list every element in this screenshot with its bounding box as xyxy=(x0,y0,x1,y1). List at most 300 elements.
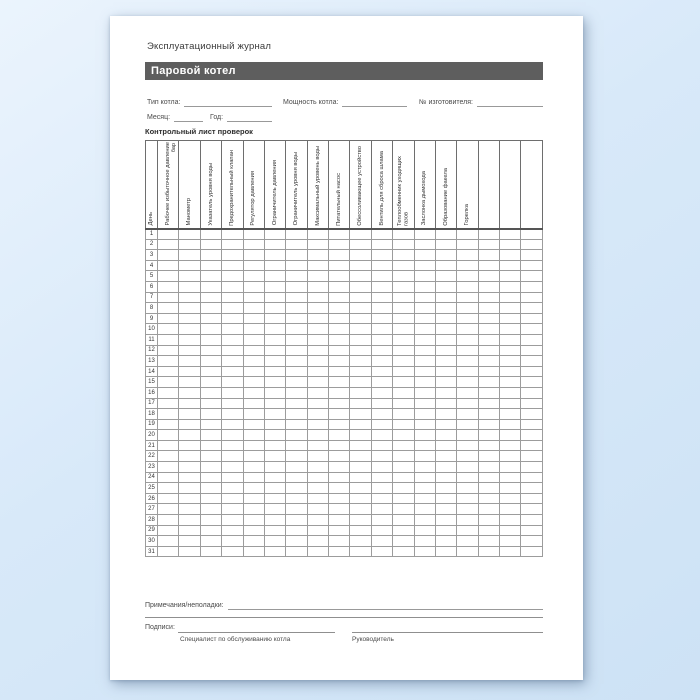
day-number: 6 xyxy=(146,281,158,292)
check-cell xyxy=(329,387,350,398)
column-header-11: Вентиль для сброса шлама xyxy=(371,141,392,229)
check-cell xyxy=(158,239,179,250)
check-cell xyxy=(350,260,371,271)
check-cell xyxy=(393,409,414,420)
check-cell xyxy=(286,536,307,547)
check-cell xyxy=(307,525,328,536)
check-cell xyxy=(371,440,392,451)
empty-column-header xyxy=(521,141,543,229)
check-cell xyxy=(243,546,264,557)
check-cell xyxy=(393,271,414,282)
check-cell xyxy=(286,292,307,303)
check-cell xyxy=(521,387,543,398)
day-row-15 xyxy=(146,377,543,388)
check-cell xyxy=(200,515,221,526)
check-cell xyxy=(350,366,371,377)
check-cell xyxy=(435,377,456,388)
check-cell xyxy=(243,504,264,515)
check-cell xyxy=(457,451,478,462)
check-cell xyxy=(350,292,371,303)
check-cell xyxy=(521,292,543,303)
check-cell xyxy=(457,250,478,261)
check-cell xyxy=(350,546,371,557)
check-cell xyxy=(371,313,392,324)
column-header-6: Ограничитель давления xyxy=(264,141,285,229)
check-cell xyxy=(350,271,371,282)
check-cell xyxy=(478,515,499,526)
check-cell xyxy=(329,313,350,324)
check-cell xyxy=(243,313,264,324)
check-cell xyxy=(478,536,499,547)
check-cell xyxy=(478,409,499,420)
check-cell xyxy=(179,398,200,409)
column-header-12: Теплообменник уходящих газов xyxy=(393,141,414,229)
check-cell xyxy=(371,377,392,388)
check-cell xyxy=(371,546,392,557)
check-cell xyxy=(307,536,328,547)
check-cell xyxy=(521,229,543,240)
check-cell xyxy=(307,493,328,504)
check-cell xyxy=(371,345,392,356)
check-cell xyxy=(286,260,307,271)
check-cell xyxy=(478,462,499,473)
check-cell xyxy=(350,504,371,515)
check-cell xyxy=(371,292,392,303)
check-cell xyxy=(329,345,350,356)
year-blank-line xyxy=(227,109,272,122)
check-cell xyxy=(521,281,543,292)
check-cell xyxy=(222,462,243,473)
check-cell xyxy=(393,440,414,451)
column-header-3: Указатель уровня воды xyxy=(200,141,221,229)
day-row-9 xyxy=(146,313,543,324)
check-cell xyxy=(222,303,243,314)
check-cell xyxy=(500,398,521,409)
check-cell xyxy=(264,546,285,557)
check-cell xyxy=(222,345,243,356)
check-cell xyxy=(393,281,414,292)
check-cell xyxy=(307,546,328,557)
check-cell xyxy=(350,440,371,451)
check-cell xyxy=(222,430,243,441)
check-cell xyxy=(179,525,200,536)
day-row-21 xyxy=(146,440,543,451)
check-cell xyxy=(264,324,285,335)
check-cell xyxy=(158,356,179,367)
check-cell xyxy=(457,430,478,441)
check-cell xyxy=(286,250,307,261)
check-cell xyxy=(179,493,200,504)
notes-label: Примечания/неполадки: xyxy=(145,602,224,609)
check-cell xyxy=(307,472,328,483)
check-cell xyxy=(500,525,521,536)
check-cell xyxy=(307,409,328,420)
check-cell xyxy=(500,303,521,314)
check-cell xyxy=(222,525,243,536)
check-cell xyxy=(329,239,350,250)
check-cell xyxy=(329,260,350,271)
check-cell xyxy=(371,462,392,473)
check-cell xyxy=(329,271,350,282)
check-cell xyxy=(457,493,478,504)
check-cell xyxy=(414,430,435,441)
check-cell xyxy=(350,334,371,345)
check-cell xyxy=(222,281,243,292)
check-cell xyxy=(435,366,456,377)
check-cell xyxy=(521,356,543,367)
day-row-8 xyxy=(146,303,543,314)
check-cell xyxy=(200,313,221,324)
check-cell xyxy=(414,334,435,345)
check-cell xyxy=(521,440,543,451)
day-number: 27 xyxy=(146,504,158,515)
check-cell xyxy=(435,281,456,292)
day-row-26 xyxy=(146,493,543,504)
check-cell xyxy=(179,440,200,451)
check-cell xyxy=(243,271,264,282)
check-cell xyxy=(307,271,328,282)
check-cell xyxy=(222,334,243,345)
check-cell xyxy=(329,483,350,494)
check-cell xyxy=(371,303,392,314)
column-header-4: Предохранительный клапан xyxy=(222,141,243,229)
check-cell xyxy=(158,515,179,526)
check-cell xyxy=(478,271,499,282)
check-cell xyxy=(222,483,243,494)
check-cell xyxy=(286,387,307,398)
day-number: 20 xyxy=(146,430,158,441)
check-cell xyxy=(179,229,200,240)
check-cell xyxy=(286,239,307,250)
check-cell xyxy=(457,377,478,388)
check-cell xyxy=(414,292,435,303)
check-cell xyxy=(307,281,328,292)
check-cell xyxy=(457,472,478,483)
check-cell xyxy=(307,313,328,324)
check-cell xyxy=(435,303,456,314)
day-number: 21 xyxy=(146,440,158,451)
check-cell xyxy=(264,409,285,420)
check-cell xyxy=(243,250,264,261)
check-cell xyxy=(350,229,371,240)
check-cell xyxy=(307,515,328,526)
check-cell xyxy=(393,546,414,557)
check-cell xyxy=(158,313,179,324)
check-cell xyxy=(457,356,478,367)
field-boiler-power xyxy=(283,94,407,107)
day-number: 2 xyxy=(146,239,158,250)
check-cell xyxy=(393,483,414,494)
check-cell xyxy=(179,345,200,356)
check-cell xyxy=(414,239,435,250)
check-cell xyxy=(200,430,221,441)
check-cell xyxy=(286,409,307,420)
check-cell xyxy=(478,419,499,430)
check-cell xyxy=(222,250,243,261)
day-number: 7 xyxy=(146,292,158,303)
check-cell xyxy=(329,377,350,388)
check-cell xyxy=(500,515,521,526)
check-cell xyxy=(286,483,307,494)
check-cell xyxy=(158,483,179,494)
check-cell xyxy=(264,313,285,324)
check-cell xyxy=(222,324,243,335)
check-cell xyxy=(200,546,221,557)
check-cell xyxy=(371,430,392,441)
day-number: 8 xyxy=(146,303,158,314)
check-cell xyxy=(500,334,521,345)
check-cell xyxy=(222,451,243,462)
check-cell xyxy=(414,440,435,451)
check-cell xyxy=(158,451,179,462)
check-cell xyxy=(329,525,350,536)
check-cell xyxy=(500,536,521,547)
check-cell xyxy=(307,239,328,250)
check-cell xyxy=(478,239,499,250)
check-cell xyxy=(200,409,221,420)
check-cell xyxy=(264,271,285,282)
manager-signature-line xyxy=(352,623,543,633)
boiler-power-label: Мощность котла: xyxy=(283,99,339,106)
check-cell xyxy=(393,493,414,504)
check-cell xyxy=(179,324,200,335)
check-cell xyxy=(158,260,179,271)
check-cell xyxy=(179,334,200,345)
check-cell xyxy=(329,462,350,473)
check-cell xyxy=(222,472,243,483)
check-cell xyxy=(329,281,350,292)
check-cell xyxy=(478,525,499,536)
check-cell xyxy=(500,462,521,473)
check-cell xyxy=(243,493,264,504)
check-cell xyxy=(307,462,328,473)
empty-column-header xyxy=(478,141,499,229)
check-cell xyxy=(393,398,414,409)
check-cell xyxy=(478,281,499,292)
check-cell xyxy=(243,324,264,335)
check-cell xyxy=(286,493,307,504)
check-cell xyxy=(500,260,521,271)
check-cell xyxy=(393,504,414,515)
check-cell xyxy=(158,536,179,547)
column-header-15: Горелка xyxy=(457,141,478,229)
check-cell xyxy=(329,398,350,409)
check-cell xyxy=(179,409,200,420)
check-cell xyxy=(435,387,456,398)
check-cell xyxy=(371,334,392,345)
check-cell xyxy=(179,281,200,292)
check-cell xyxy=(435,546,456,557)
check-cell xyxy=(371,229,392,240)
check-cell xyxy=(500,546,521,557)
check-cell xyxy=(500,292,521,303)
check-cell xyxy=(457,409,478,420)
check-cell xyxy=(393,229,414,240)
check-cell xyxy=(307,387,328,398)
check-cell xyxy=(457,313,478,324)
check-cell xyxy=(350,313,371,324)
check-cell xyxy=(500,430,521,441)
check-cell xyxy=(457,229,478,240)
check-cell xyxy=(243,356,264,367)
check-cell xyxy=(200,345,221,356)
check-cell xyxy=(179,356,200,367)
check-cell xyxy=(414,250,435,261)
check-cell xyxy=(521,546,543,557)
check-cell xyxy=(457,303,478,314)
check-cell xyxy=(158,462,179,473)
check-cell xyxy=(200,536,221,547)
check-cell xyxy=(414,324,435,335)
journal-page xyxy=(110,16,583,680)
check-cell xyxy=(350,430,371,441)
check-cell xyxy=(371,239,392,250)
check-cell xyxy=(457,398,478,409)
check-cell xyxy=(435,462,456,473)
check-cell xyxy=(222,239,243,250)
day-number: 15 xyxy=(146,377,158,388)
check-cell xyxy=(158,419,179,430)
check-cell xyxy=(500,250,521,261)
check-cell xyxy=(457,525,478,536)
check-cell xyxy=(500,324,521,335)
check-cell xyxy=(200,239,221,250)
check-cell xyxy=(222,409,243,420)
check-cell xyxy=(478,345,499,356)
check-cell xyxy=(414,313,435,324)
check-cell xyxy=(307,366,328,377)
check-cell xyxy=(393,324,414,335)
check-cell xyxy=(478,356,499,367)
check-cell xyxy=(200,292,221,303)
day-row-13 xyxy=(146,356,543,367)
check-cell xyxy=(435,229,456,240)
check-cell xyxy=(158,377,179,388)
check-cell xyxy=(435,260,456,271)
check-cell xyxy=(371,493,392,504)
day-number: 16 xyxy=(146,387,158,398)
check-cell xyxy=(414,515,435,526)
check-cell xyxy=(264,462,285,473)
column-header-10: Обессоливающее устройство xyxy=(350,141,371,229)
day-number: 1 xyxy=(146,229,158,240)
check-cell xyxy=(350,419,371,430)
check-cell xyxy=(329,472,350,483)
column-header-7: Ограничитель уровня воды xyxy=(286,141,307,229)
check-cell xyxy=(286,546,307,557)
check-cell xyxy=(179,387,200,398)
check-cell xyxy=(350,515,371,526)
check-cell xyxy=(478,483,499,494)
empty-column-header xyxy=(500,141,521,229)
check-cell xyxy=(521,409,543,420)
check-cell xyxy=(264,536,285,547)
check-cell xyxy=(500,377,521,388)
check-cell xyxy=(435,398,456,409)
check-cell xyxy=(222,398,243,409)
checklist-heading: Контрольный лист проверок xyxy=(145,127,253,136)
check-cell xyxy=(307,377,328,388)
check-cell xyxy=(329,451,350,462)
day-number: 14 xyxy=(146,366,158,377)
check-cell xyxy=(521,324,543,335)
check-cell xyxy=(457,271,478,282)
check-cell xyxy=(200,260,221,271)
check-cell xyxy=(286,462,307,473)
check-cell xyxy=(307,324,328,335)
check-cell xyxy=(329,334,350,345)
check-cell xyxy=(243,451,264,462)
check-cell xyxy=(414,366,435,377)
check-cell xyxy=(158,281,179,292)
check-cell xyxy=(286,419,307,430)
checklist-table xyxy=(145,140,543,557)
check-cell xyxy=(435,356,456,367)
check-cell xyxy=(435,239,456,250)
check-cell xyxy=(200,229,221,240)
check-cell xyxy=(158,229,179,240)
day-row-20 xyxy=(146,430,543,441)
check-cell xyxy=(500,387,521,398)
check-cell xyxy=(350,239,371,250)
check-cell xyxy=(521,525,543,536)
check-cell xyxy=(414,229,435,240)
check-cell xyxy=(393,260,414,271)
field-year xyxy=(210,109,272,122)
check-cell xyxy=(414,483,435,494)
check-cell xyxy=(222,546,243,557)
check-cell xyxy=(500,313,521,324)
check-cell xyxy=(521,250,543,261)
check-cell xyxy=(521,313,543,324)
check-cell xyxy=(286,366,307,377)
check-cell xyxy=(393,303,414,314)
check-cell xyxy=(329,356,350,367)
check-cell xyxy=(457,483,478,494)
day-number: 19 xyxy=(146,419,158,430)
check-cell xyxy=(264,515,285,526)
year-label: Год: xyxy=(210,114,224,121)
check-cell xyxy=(371,366,392,377)
check-cell xyxy=(307,419,328,430)
check-cell xyxy=(243,462,264,473)
manufacturer-no-blank-line xyxy=(477,94,543,107)
day-number: 30 xyxy=(146,536,158,547)
check-cell xyxy=(286,430,307,441)
check-cell xyxy=(329,536,350,547)
check-cell xyxy=(286,281,307,292)
check-cell xyxy=(457,419,478,430)
check-cell xyxy=(307,334,328,345)
check-cell xyxy=(264,334,285,345)
check-cell xyxy=(435,493,456,504)
check-cell xyxy=(393,366,414,377)
check-cell xyxy=(264,377,285,388)
day-number: 31 xyxy=(146,546,158,557)
column-header-14: Образование факела xyxy=(435,141,456,229)
check-cell xyxy=(264,419,285,430)
check-cell xyxy=(457,239,478,250)
pressure-unit-label: бар xyxy=(171,143,178,153)
check-cell xyxy=(457,462,478,473)
check-cell xyxy=(457,324,478,335)
field-month xyxy=(147,109,203,122)
day-number: 10 xyxy=(146,324,158,335)
check-cell xyxy=(286,303,307,314)
check-cell xyxy=(179,303,200,314)
check-cell xyxy=(286,525,307,536)
check-cell xyxy=(435,345,456,356)
